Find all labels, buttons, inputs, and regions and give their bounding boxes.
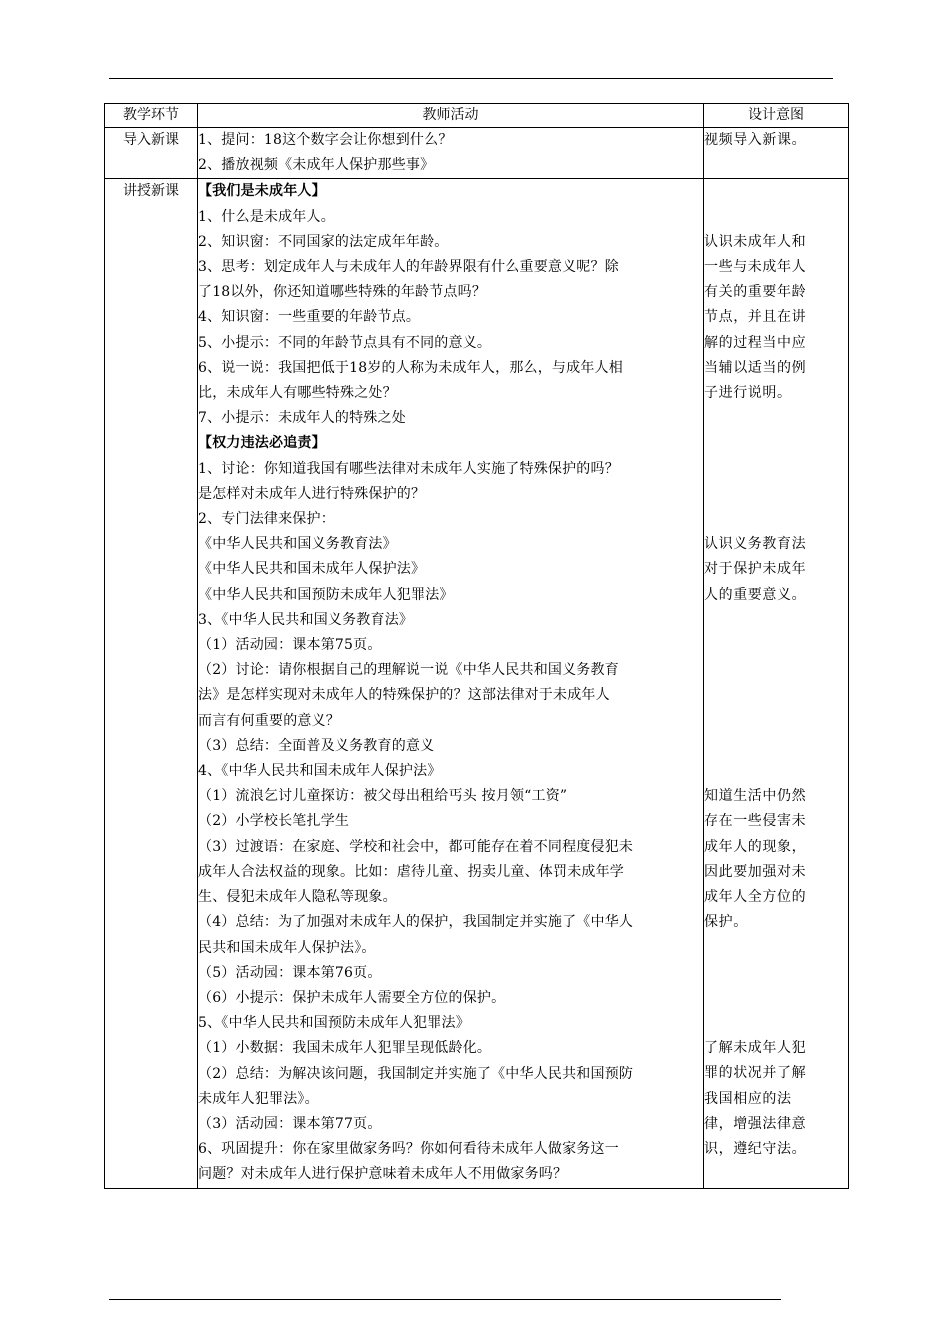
- table-row-teaching: [105, 179, 849, 1188]
- intent-line: 因此要加强对未: [704, 863, 807, 880]
- intent-line: 解的过程当中应: [704, 334, 807, 351]
- activity-line: 生、侵犯未成年人隐私等现象。: [198, 889, 397, 906]
- header-activity: 教师活动: [198, 104, 704, 128]
- activity-line: 6、巩固提升：你在家里做家务吗？你如何看待未成年人做家务这一: [198, 1141, 619, 1158]
- intent-block: [704, 532, 848, 608]
- activity-line: 5、《中华人民共和国预防未成年人犯罪法》: [198, 1015, 470, 1032]
- header-intent: 设计意图: [704, 104, 849, 128]
- activity-line: （2）讨论：请你根据自己的理解说一说《中华人民共和国义务教育: [198, 662, 619, 679]
- table-row-intro: [105, 128, 849, 179]
- activity-line: 2、播放视频《未成年人保护那些事》: [198, 157, 435, 174]
- intent-line: 律，增强法律意: [704, 1115, 807, 1132]
- activity-line: （5）活动园：课本第76页。: [198, 964, 382, 981]
- intent-line: 有关的重要年龄: [704, 284, 807, 301]
- footer-rule: [109, 1299, 781, 1300]
- activity-line: 是怎样对未成年人进行特殊保护的？: [198, 485, 426, 502]
- activity-list: [198, 179, 703, 1187]
- intent-line: 当辅以适当的例: [704, 359, 807, 376]
- intent-line: 保护。: [704, 914, 748, 931]
- intent-block: [704, 128, 848, 153]
- activity-line: 民共和国未成年人保护法》。: [198, 939, 376, 956]
- activity-line: 7、小提示：未成年人的特殊之处: [198, 410, 406, 427]
- intent-line: 节点，并且在讲: [704, 309, 807, 326]
- activity-line: （1）小数据：我国未成年人犯罪呈现低龄化。: [198, 1040, 492, 1057]
- intent-line: 认识未成年人和: [704, 233, 807, 250]
- activity-line: 比，未成年人有哪些特殊之处？: [198, 385, 397, 402]
- intent-list: [704, 128, 848, 153]
- activity-line: 法》是怎样实现对未成年人的特殊保护的？这部法律对于未成年人: [198, 687, 610, 704]
- activity-line: （1）活动园：课本第75页。: [198, 637, 382, 654]
- header-rule: [109, 78, 833, 79]
- activity-line: 《中华人民共和国预防未成年人犯罪法》: [198, 586, 454, 603]
- activity-list: [198, 128, 703, 178]
- intent-line: 成年人的现象，: [704, 838, 807, 855]
- intent-list: [704, 230, 848, 1162]
- stage-cell: 讲授新课: [105, 179, 198, 1188]
- activity-line: （3）总结：全面普及义务教育的意义: [198, 737, 435, 754]
- intent-line: 一些与未成年人: [704, 259, 807, 275]
- header-stage: 教学环节: [105, 104, 198, 128]
- activity-line: （4）总结：为了加强对未成年人的保护，我国制定并实施了《中华人: [198, 914, 634, 931]
- activity-line: 《中华人民共和国未成年人保护法》: [198, 561, 426, 578]
- intent-line: 罪的状况并了解: [704, 1065, 807, 1082]
- intent-cell: [704, 179, 849, 1188]
- intent-line: 存在一些侵害未: [704, 813, 807, 830]
- activity-line: 3、《中华人民共和国义务教育法》: [198, 611, 414, 628]
- intent-line: 视频导入新课。: [704, 132, 807, 148]
- section-heading: 【我们是未成年人】: [198, 183, 326, 200]
- intent-line: 成年人全方位的: [704, 889, 807, 906]
- table-header-row: [105, 104, 849, 128]
- activity-line: 5、小提示：不同的年龄节点具有不同的意义。: [198, 334, 492, 351]
- intent-line: 对于保护未成年: [704, 561, 807, 578]
- activity-cell: [198, 179, 704, 1188]
- intent-cell: [704, 128, 849, 179]
- stage-cell: 导入新课: [105, 128, 198, 179]
- activity-line: 2、专门法律来保护：: [198, 511, 335, 528]
- activity-line: （2）总结：为解决该问题，我国制定并实施了《中华人民共和国预防: [198, 1065, 634, 1082]
- intent-line: 认识义务教育法: [704, 536, 807, 553]
- activity-line: （1）流浪乞讨儿童探访：被父母出租给丐头 按月领“工资”: [198, 788, 568, 805]
- intent-line: 子进行说明。: [704, 385, 792, 402]
- activity-line: 问题？对未成年人进行保护意味着未成年人不用做家务吗？: [198, 1166, 568, 1183]
- intent-line: 了解未成年人犯: [704, 1040, 807, 1057]
- activity-line: 1、讨论：你知道我国有哪些法律对未成年人实施了特殊保护的吗？: [198, 460, 619, 477]
- activity-line: （2）小学校长笔扎学生: [198, 813, 350, 830]
- activity-line: 了18以外，你还知道哪些特殊的年龄节点吗？: [198, 284, 487, 301]
- intent-block: [704, 230, 848, 406]
- activity-line: 6、说一说：我国把低于18岁的人称为未成年人，那么，与成年人相: [198, 359, 623, 376]
- activity-line: 1、什么是未成年人。: [198, 208, 335, 225]
- activity-line: 4、《中华人民共和国未成年人保护法》: [198, 763, 442, 780]
- activity-line: 《中华人民共和国义务教育法》: [198, 536, 397, 553]
- lesson-plan-table: [104, 103, 849, 1189]
- intent-block: [704, 1036, 848, 1162]
- activity-line: 成年人合法权益的现象。比如：虐待儿童、拐卖儿童、体罚未成年学: [198, 863, 624, 880]
- activity-line: （3）过渡语：在家庭、学校和社会中，都可能存在着不同程度侵犯未: [198, 838, 634, 855]
- activity-cell: [198, 128, 704, 179]
- activity-line: 1、提问：18这个数字会让你想到什么？: [198, 132, 453, 148]
- intent-block: [704, 784, 848, 935]
- activity-line: 3、思考：划定成年人与未成年人的年龄界限有什么重要意义呢？除: [198, 259, 619, 276]
- intent-line: 知道生活中仍然: [704, 788, 807, 805]
- activity-line: （6）小提示：保护未成年人需要全方位的保护。: [198, 989, 506, 1006]
- activity-line: 而言有何重要的意义？: [198, 712, 340, 729]
- intent-line: 识，遵纪守法。: [704, 1141, 807, 1158]
- intent-line: 我国相应的法: [704, 1090, 792, 1107]
- section-heading: 【权力违法必追责】: [198, 435, 326, 452]
- activity-line: 2、知识窗：不同国家的法定成年年龄。: [198, 233, 449, 250]
- intent-line: 人的重要意义。: [704, 586, 807, 603]
- activity-line: 4、知识窗：一些重要的年龄节点。: [198, 309, 421, 326]
- activity-line: （3）活动园：课本第77页。: [198, 1115, 382, 1132]
- activity-line: 未成年人犯罪法》。: [198, 1090, 319, 1107]
